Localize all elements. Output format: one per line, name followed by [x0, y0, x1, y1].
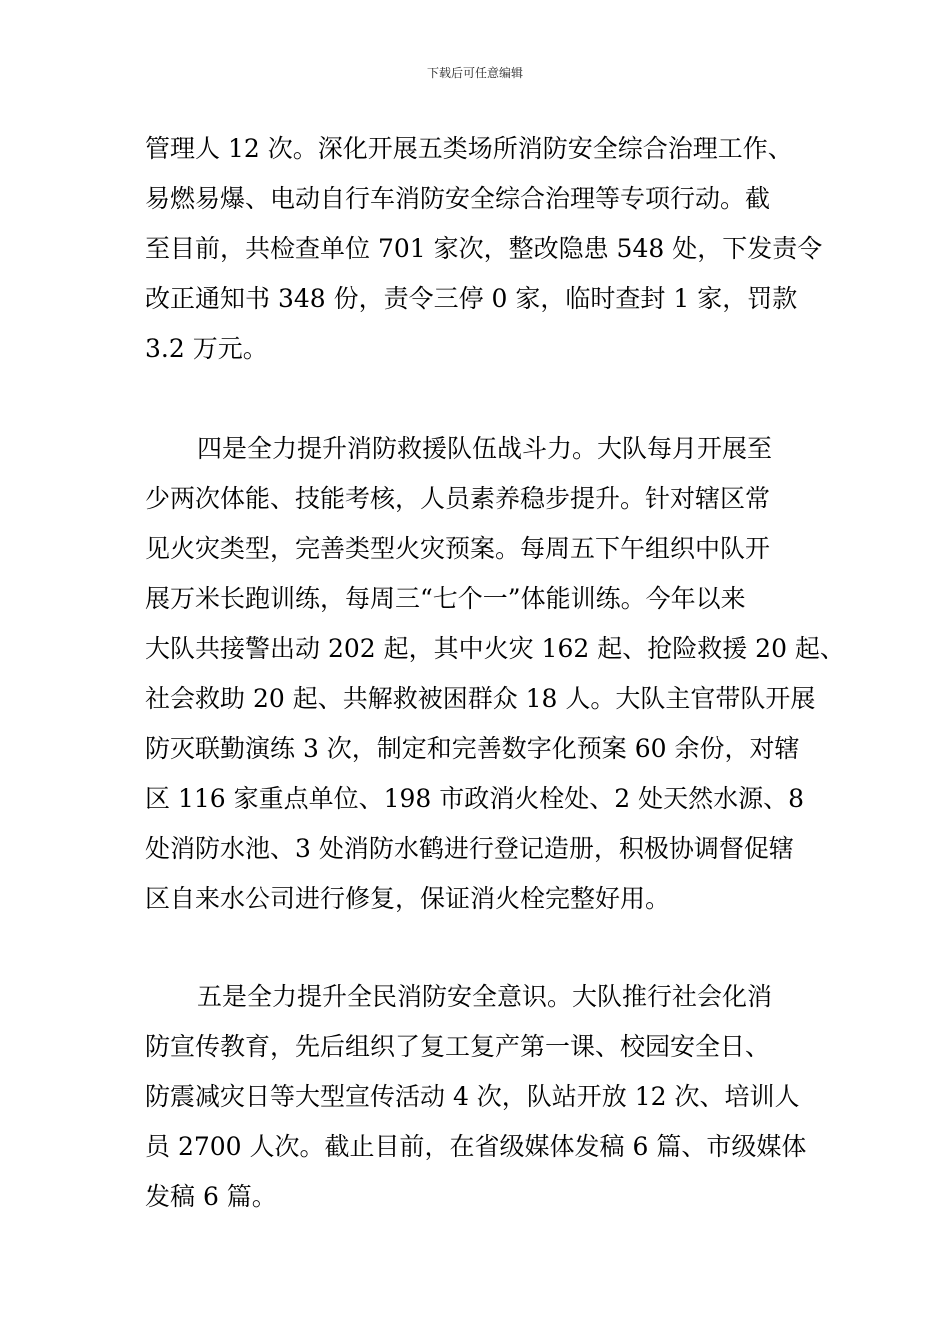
paragraph-line: 处消防水池、3 处消防水鹤进行登记造册，积极协调督促辖 — [145, 834, 794, 863]
paragraph-line: 3.2 万元。 — [145, 334, 268, 363]
paragraph-line: 见火灾类型，完善类型火灾预案。每周五下午组织中队开 — [145, 534, 771, 563]
paragraph-line: 少两次体能、技能考核，人员素养稳步提升。针对辖区常 — [145, 484, 771, 513]
paragraph-inspection-results — [145, 124, 835, 374]
page-header-note: 下载后可任意编辑 — [426, 66, 523, 80]
paragraph-line: 四是全力提升消防救援队伍战斗力。大队每月开展至 — [197, 434, 773, 463]
paragraph-line: 五是全力提升全民消防安全意识。大队推行社会化消 — [197, 982, 773, 1011]
paragraph-line: 区 116 家重点单位、198 市政消火栓处、2 处天然水源、8 — [145, 784, 805, 813]
paragraph-line: 防宣传教育，先后组织了复工复产第一课、校园安全日、 — [145, 1032, 771, 1061]
paragraph-line: 展万米长跑训练，每周三“七个一”体能训练。今年以来 — [145, 584, 746, 613]
paragraph-line: 社会救助 20 起、共解救被困群众 18 人。大队主官带队开展 — [145, 684, 816, 713]
paragraph-line: 易燃易爆、电动自行车消防安全综合治理等专项行动。截 — [145, 184, 771, 213]
paragraph-line: 区自来水公司进行修复，保证消火栓完整好用。 — [145, 884, 671, 913]
paragraph-line: 防震减灾日等大型宣传活动 4 次，队站开放 12 次、培训人 — [145, 1082, 800, 1111]
paragraph-line: 员 2700 人次。截止目前，在省级媒体发稿 6 篇、市级媒体 — [145, 1132, 807, 1161]
paragraph-line: 改正通知书 348 份，责令三停 0 家，临时查封 1 家，罚款 — [145, 284, 798, 313]
paragraph-line: 大队共接警出动 202 起，其中火灾 162 起、抢险救援 20 起、 — [145, 634, 845, 663]
paragraph-public-awareness — [145, 972, 835, 1222]
paragraph-line: 发稿 6 篇。 — [145, 1182, 277, 1211]
paragraph-line: 至目前，共检查单位 701 家次，整改隐患 548 处，下发责令 — [145, 234, 823, 263]
paragraph-rescue-capability — [145, 424, 845, 924]
paragraph-line: 防灭联勤演练 3 次，制定和完善数字化预案 60 余份，对辖 — [145, 734, 800, 763]
paragraph-line: 管理人 12 次。深化开展五类场所消防安全综合治理工作、 — [145, 134, 793, 163]
